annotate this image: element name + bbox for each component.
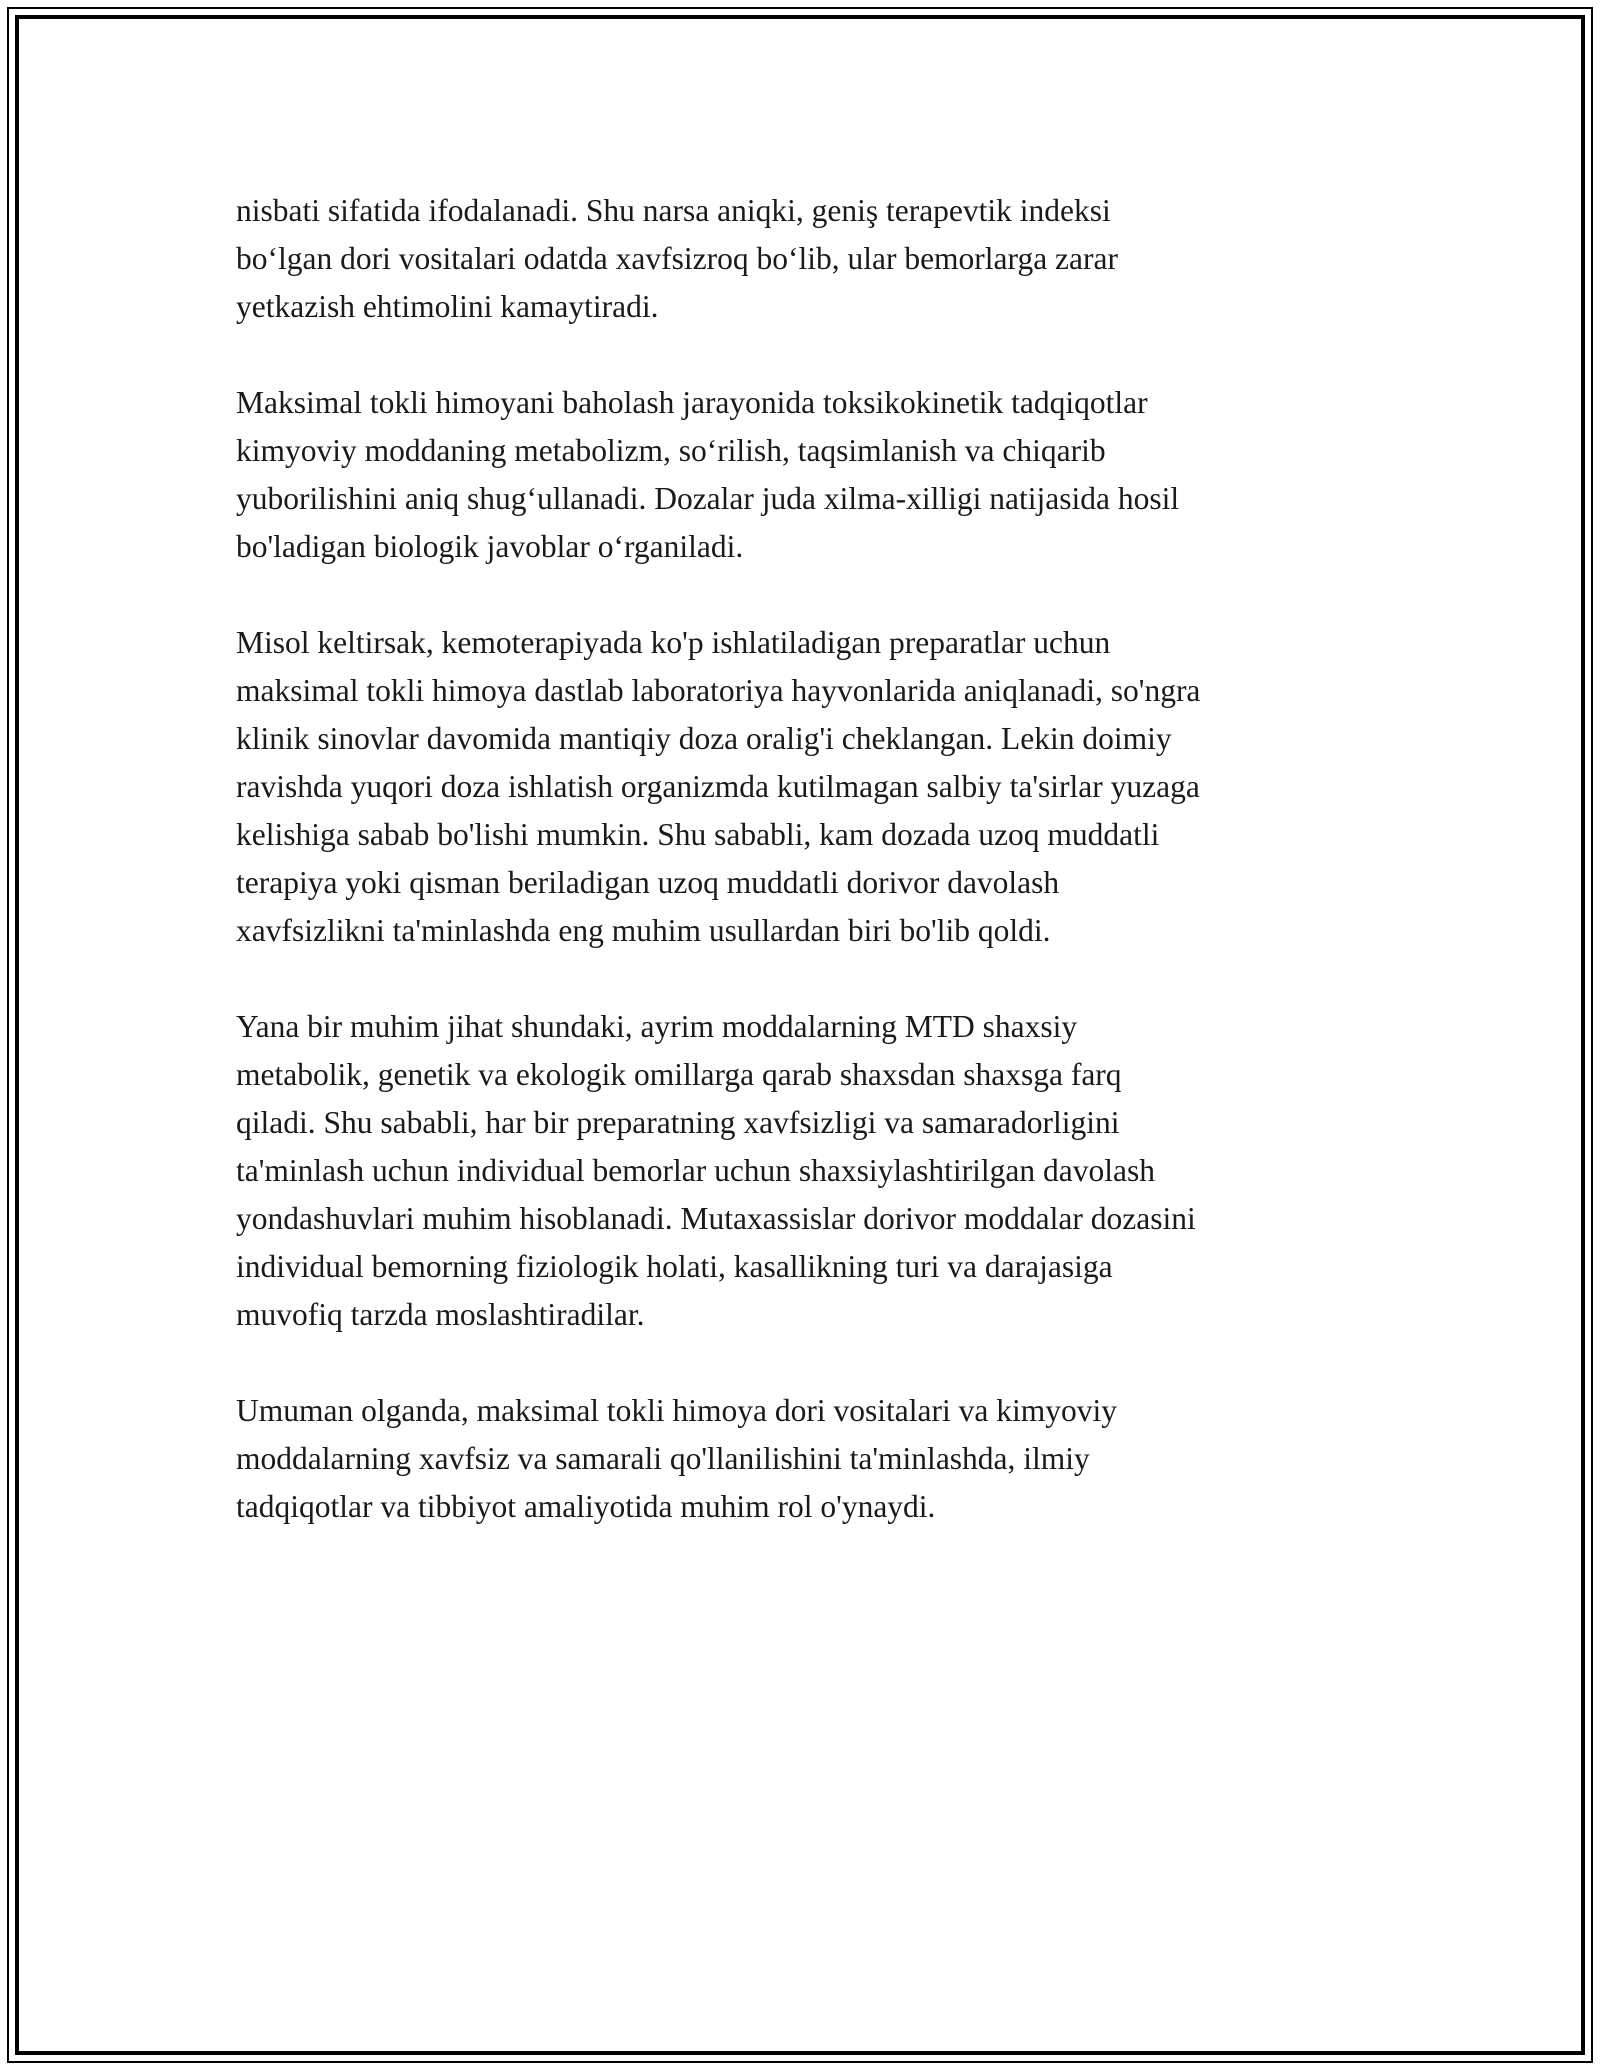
paragraph-2: Maksimal tokli himoyani baholash jarayonida toksikokinetik tadqiqotlar kimyoviy moddaning metabolizm, so‘rilish, taqsimlanish va chiqarib yuborilishini aniq shug‘ullanadi. Dozalar juda xilma-xilligi natijasida hosil bo'ladigan biologik javoblar o‘rganiladi. [236,385,1180,564]
paragraph-4: Yana bir muhim jihat shundaki, ayrim moddalarning MTD shaxsiy metabolik, genetik va ekologik omillarga qarab shaxsdan shaxsga farq qiladi. Shu sababli, har bir preparatning xavfsizligi va samaradorligini ta'minlash uchun individual bemorlar uchun shaxsiylashtirilgan davolash yondashuvlari muhim hisoblanadi. Mutaxassislar dorivor moddalar dozasini individual bemorning fiziologik holati, kasallikning turi va darajasiga muvofiq tarzda moslashtiradilar. [236,1009,1196,1332]
document-body [236,187,1376,1579]
paragraph-1: nisbati sifatida ifodalanadi. Shu narsa aniqki, geniş terapevtik indeksi bo‘lgan dori vositalari odatda xavfsizroq bo‘lib, ular bemorlarga zarar yetkazish ehtimolini kamaytiradi. [236,193,1118,324]
paragraph-3: Misol keltirsak, kemoterapiyada ko'p ishlatiladigan preparatlar uchun maksimal tokli himoya dastlab laboratoriya hayvonlarida aniqlanadi, so'ngra klinik sinovlar davomida mantiqiy doza oralig'i cheklangan. Lekin doimiy ravishda yuqori doza ishlatish organizmda kutilmagan salbiy ta'sirlar yuzaga kelishiga sabab bo'lishi mumkin. Shu sababli, kam dozada uzoq muddatli terapiya yoki qisman beriladigan uzoq muddatli dorivor davolash xavfsizlikni ta'minlashda eng muhim usullardan biri bo'lib qoldi. [236,625,1201,948]
paragraph-5: Umuman olganda, maksimal tokli himoya dori vositalari va kimyoviy moddalarning xavfsiz va samarali qo'llanilishini ta'minlashda, ilmiy tadqiqotlar va tibbiyot amaliyotida muhim rol o'ynaydi. [236,1393,1117,1524]
